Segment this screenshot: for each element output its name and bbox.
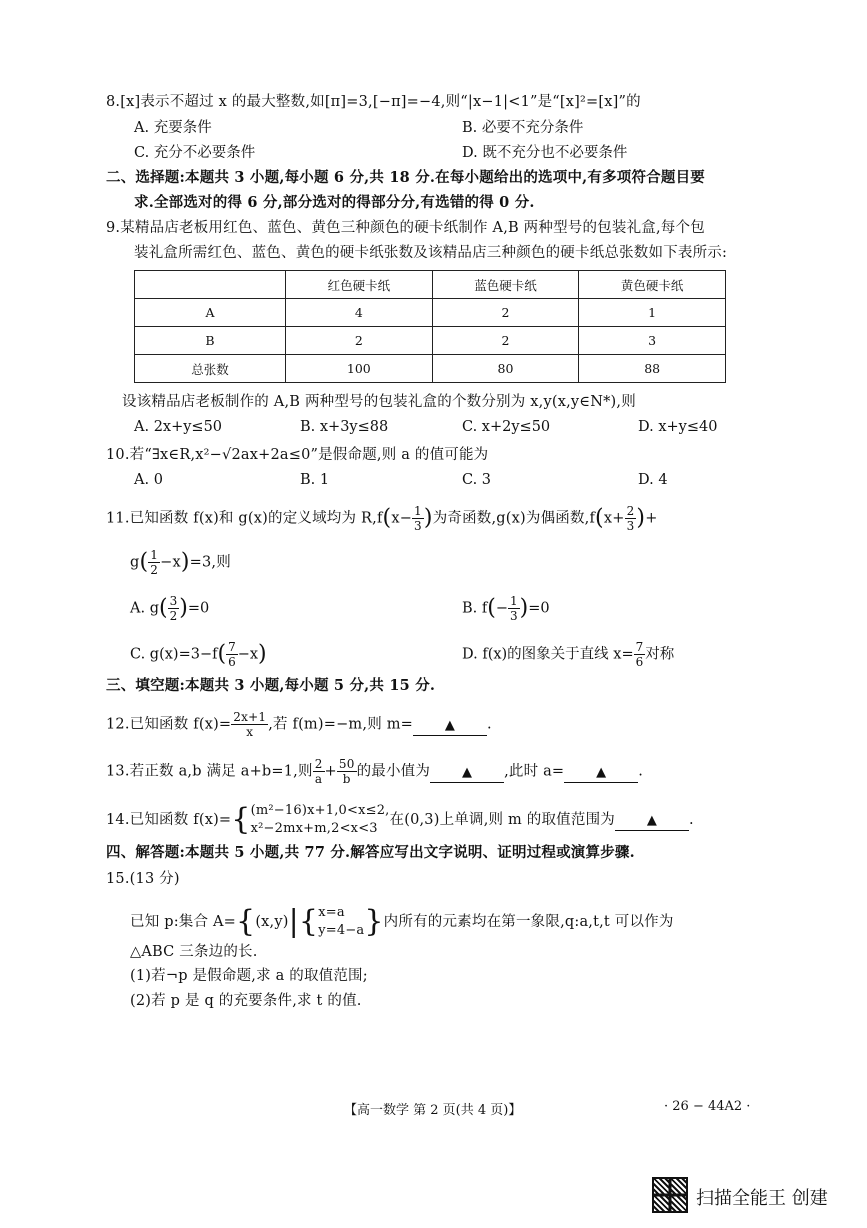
camscanner-watermark: 扫描全能王 创建	[696, 1188, 828, 1209]
q8-option-a: A. 充要条件	[134, 120, 212, 136]
q10-option-d: D. 4	[638, 472, 668, 488]
numerator: 2x+1	[233, 710, 267, 724]
qr-code-icon	[652, 1177, 688, 1213]
q11-option-b	[462, 594, 550, 623]
numerator: 2	[626, 504, 635, 518]
table-header-row	[135, 271, 726, 299]
numerator: 7	[635, 640, 644, 654]
text: A. g	[130, 600, 159, 617]
table-header-cell: 黄色硬卡纸	[579, 271, 726, 299]
triangle-icon: ▲	[596, 764, 607, 780]
q9-stem-line1: 9.某精品店老板用红色、蓝色、黄色三种颜色的硬卡纸制作 A,B 两种型号的包装礼盒,每个包	[106, 220, 705, 236]
paren: )	[423, 505, 433, 531]
table-cell: 80	[432, 355, 579, 383]
paren: (	[139, 549, 149, 575]
table-cell: 3	[579, 327, 726, 355]
brace: {	[231, 802, 251, 837]
q10-option-b: B. 1	[300, 472, 330, 488]
paren: )	[636, 505, 646, 531]
paren: (	[487, 595, 496, 621]
paren: (	[595, 505, 604, 531]
denominator: 6	[228, 655, 236, 669]
q11-stem-line2	[130, 548, 231, 577]
q10-option-a: A. 0	[134, 472, 163, 488]
equation: y=4−a	[318, 923, 365, 938]
denominator: x	[246, 725, 254, 739]
text: +	[645, 510, 658, 527]
numerator: 1	[414, 504, 422, 518]
denominator: 6	[635, 655, 644, 669]
table-cell: 1	[579, 299, 726, 327]
table-row	[135, 327, 726, 355]
q9-stem-line2: 装礼盒所需红色、蓝色、黄色的硬卡纸张数及该精品店三种颜色的硬卡纸总张数如下表所示:	[134, 245, 728, 261]
paren: (	[158, 595, 168, 621]
section3-heading: 三、填空题:本题共 3 小题,每小题 5 分,共 15 分.	[106, 677, 436, 694]
text: −x	[160, 554, 181, 571]
text: 内所有的元素均在第一象限,q:a,t,t 可以作为	[383, 914, 674, 930]
denominator: 3	[414, 519, 422, 533]
equation-system	[318, 904, 364, 940]
text: D. f(x)的图象关于直线 x=	[462, 646, 634, 663]
fraction	[148, 548, 160, 577]
text: .	[487, 716, 492, 733]
triangle-icon: ▲	[646, 813, 658, 828]
q11-option-c	[130, 640, 267, 669]
text: 的最小值为	[356, 763, 431, 780]
text: =0	[528, 600, 550, 617]
text: 13.若正数 a,b 满足 a+b=1,则	[106, 763, 313, 780]
table-header-cell: 蓝色硬卡纸	[432, 271, 579, 299]
denominator: 2	[169, 609, 178, 623]
text: 12.已知函数 f(x)=	[106, 716, 232, 733]
answer-blank[interactable]	[413, 716, 487, 736]
denominator: b	[342, 772, 351, 786]
q11-option-d	[462, 640, 674, 669]
text: +	[324, 763, 337, 780]
paren: (	[382, 505, 392, 531]
denominator: a	[314, 772, 323, 786]
paren: )	[179, 595, 188, 621]
table-cell: 100	[286, 355, 433, 383]
denominator: 2	[150, 563, 159, 577]
table-header-cell: 红色硬卡纸	[286, 271, 433, 299]
q9-option-d: D. x+y≤40	[638, 419, 718, 435]
text: x+	[603, 510, 625, 527]
triangle-icon: ▲	[444, 717, 456, 733]
q9-card-table	[134, 270, 726, 383]
paren: (	[217, 641, 227, 667]
table-cell: 总张数	[135, 355, 286, 383]
fraction	[625, 504, 637, 533]
q12-stem	[106, 710, 492, 739]
section2-heading-line1: 二、选择题:本题共 3 小题,每小题 6 分,共 18 分.在每小题给出的选项中,有多项符合题目要	[106, 169, 705, 186]
denominator: 3	[626, 519, 635, 533]
q9-option-c: C. x+2y≤50	[462, 419, 551, 435]
page-footer: 【高一数学 第 2 页(共 4 页)】	[344, 1103, 522, 1118]
q15-stem-line1	[130, 904, 674, 940]
numerator: 1	[150, 548, 159, 562]
brace: {	[236, 904, 256, 939]
fraction	[412, 504, 424, 533]
table-cell: 2	[432, 327, 579, 355]
text: 已知 p:集合 A=	[130, 914, 237, 930]
equation: x=a	[318, 905, 345, 920]
text: B. f	[462, 600, 488, 617]
answer-blank[interactable]	[615, 811, 689, 831]
fraction	[168, 594, 180, 623]
bar: |	[288, 904, 299, 939]
paren: )	[180, 549, 190, 575]
text: ,若 f(m)=−m,则 m=	[268, 716, 414, 733]
q14-stem	[106, 802, 694, 838]
q8-option-b: B. 必要不充分条件	[462, 120, 584, 136]
text: x−	[391, 510, 413, 527]
section4-heading: 四、解答题:本题共 5 小题,共 77 分.解答应写出文字说明、证明过程或演算步骤.	[106, 844, 635, 861]
q9-after-table: 设该精品店老板制作的 A,B 两种型号的包装礼盒的个数分别为 x,y(x,y∈N*),则	[122, 394, 636, 410]
section2-heading-line2: 求.全部选对的得 6 分,部分选对的得部分分,有选错的得 0 分.	[134, 194, 535, 211]
text: 14.已知函数 f(x)=	[106, 812, 232, 828]
fraction	[508, 594, 520, 623]
paren: )	[519, 595, 529, 621]
text: (x,y)	[255, 914, 289, 930]
text: .	[638, 763, 644, 780]
table-cell: A	[135, 299, 286, 327]
q15-header: 15.(13 分)	[106, 871, 180, 887]
q8-option-d: D. 既不充分也不必要条件	[462, 145, 628, 161]
table-cell: 4	[286, 299, 433, 327]
answer-blank[interactable]	[564, 763, 638, 783]
table-cell: 2	[432, 299, 579, 327]
q10-stem: 10.若“∃x∈R,x²−√2ax+2a≤0”是假命题,则 a 的值可能为	[106, 447, 489, 463]
fraction	[226, 640, 238, 669]
table-header-cell	[135, 271, 286, 299]
text: 在(0,3)上单调,则 m 的取值范围为	[389, 812, 615, 828]
text: 为奇函数,g(x)为偶函数,f	[432, 510, 596, 527]
table-cell: 2	[286, 327, 433, 355]
text: −	[495, 600, 508, 617]
text: 对称	[645, 646, 675, 663]
q8-stem: 8.[x]表示不超过 x 的最大整数,如[π]=3,[−π]=−4,则“|x−1|<1”是“[x]²=[x]”的	[106, 94, 641, 110]
piecewise-cases	[251, 802, 390, 838]
answer-blank[interactable]	[430, 763, 504, 783]
denominator: 3	[510, 609, 518, 623]
fraction	[337, 757, 357, 786]
text: =3,则	[189, 554, 231, 571]
q9-option-a: A. 2x+y≤50	[134, 419, 223, 435]
q8-option-c: C. 充分不必要条件	[134, 145, 256, 161]
brace: {	[298, 904, 319, 939]
numerator: 1	[510, 594, 518, 608]
q15-stem-line2: △ABC 三条边的长.	[130, 944, 258, 960]
table-row	[135, 355, 726, 383]
text: C. g(x)=3−f	[130, 646, 218, 663]
text: 11.已知函数 f(x)和 g(x)的定义域均为 R,f	[106, 510, 383, 527]
table-cell: 88	[579, 355, 726, 383]
numerator: 50	[338, 757, 355, 771]
numerator: 2	[314, 757, 323, 771]
text: −x	[237, 646, 259, 663]
case: x²−2mx+m,2<x<3	[250, 821, 378, 836]
text: .	[688, 812, 694, 828]
q10-option-c: C. 3	[462, 472, 492, 488]
fraction	[634, 640, 646, 669]
numerator: 3	[169, 594, 178, 608]
text: g	[130, 554, 140, 571]
case: (m²−16)x+1,0<x≤2,	[250, 803, 390, 818]
q15-part1: (1)若¬p 是假命题,求 a 的取值范围;	[130, 968, 368, 984]
q9-option-b: B. x+3y≤88	[300, 419, 389, 435]
text: ,此时 a=	[504, 763, 565, 780]
q13-stem	[106, 757, 643, 786]
table-row	[135, 299, 726, 327]
numerator: 7	[228, 640, 236, 654]
paren: )	[258, 641, 267, 667]
triangle-icon: ▲	[461, 764, 473, 780]
q11-stem-line1	[106, 504, 658, 533]
q11-option-a	[130, 594, 209, 623]
q15-part2: (2)若 p 是 q 的充要条件,求 t 的值.	[130, 993, 362, 1009]
fraction	[313, 757, 325, 786]
table-cell: B	[135, 327, 286, 355]
paper-code: · 26 − 44A2 ·	[664, 1099, 751, 1114]
fraction	[231, 710, 268, 739]
text: =0	[187, 600, 210, 617]
brace: }	[364, 904, 384, 939]
